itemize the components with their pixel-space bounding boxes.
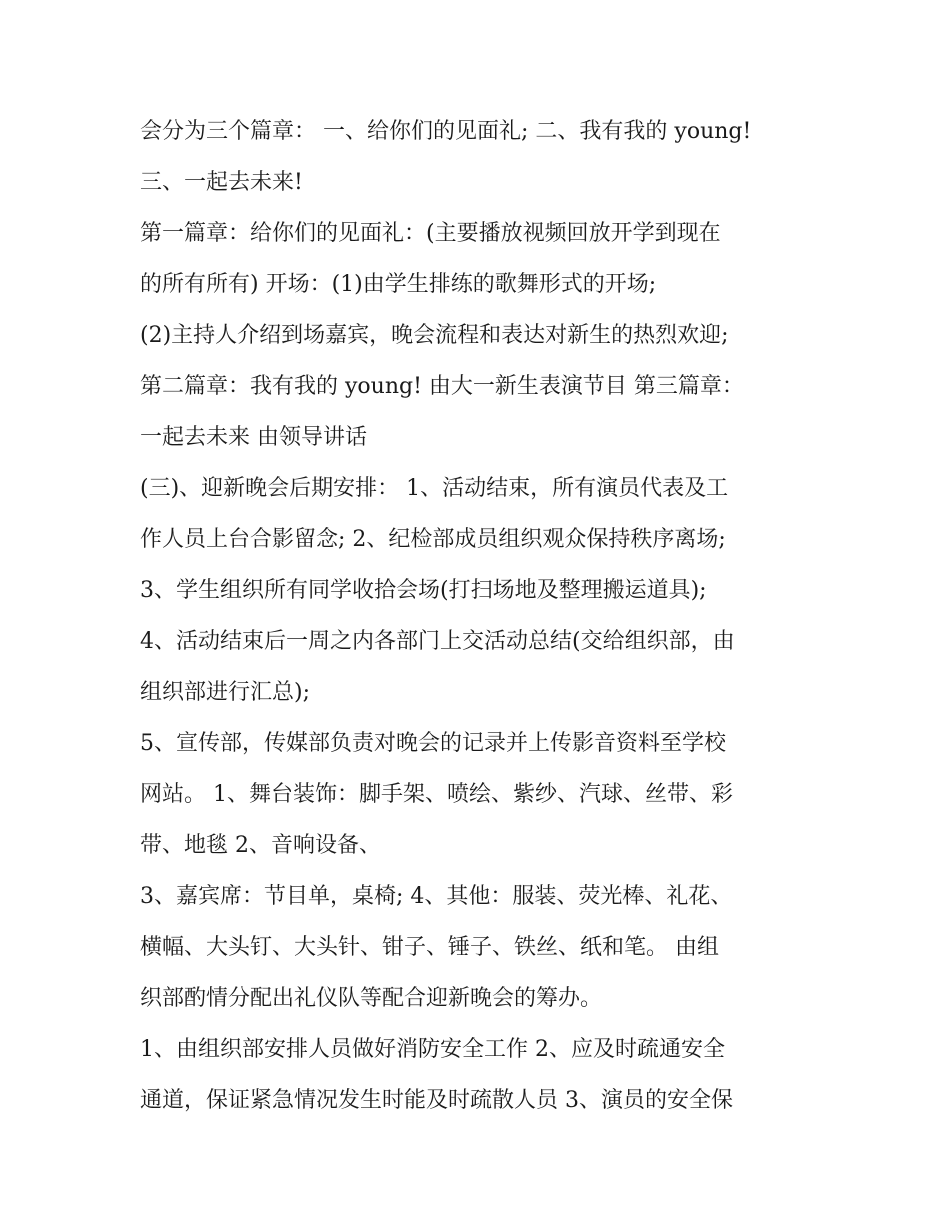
text-line: 三、一起去未来! [140, 170, 303, 195]
text-line: 5、宣传部，传媒部负责对晚会的记录并上传影音资料至学校 [140, 731, 726, 756]
text-line: (2)主持人介绍到场嘉宾，晚会流程和表达对新生的热烈欢迎; [140, 323, 729, 348]
text-line: 横幅、大头钉、大头针、钳子、锤子、铁丝、纸和笔。 由组 [140, 935, 719, 960]
text-line: 网站。 1、舞台装饰：脚手架、喷绘、紫纱、汽球、丝带、彩 [140, 782, 733, 807]
text-line: 作人员上台合影留念; 2、纪检部成员组织观众保持秩序离场; [140, 527, 726, 552]
text-line: 3、学生组织所有同学收拾会场(打扫场地及整理搬运道具); [140, 578, 707, 603]
text-line: 3、嘉宾席：节目单，桌椅; 4、其他：服装、荧光棒、礼花、 [140, 884, 733, 909]
text-line: 织部酌情分配出礼仪队等配合迎新晚会的筹办。 [140, 986, 603, 1011]
text-line: 通道，保证紧急情况发生时能及时疏散人员 3、演员的安全保 [140, 1088, 733, 1113]
text-line: 会分为三个篇章： 一、给你们的见面礼; 二、我有我的 young! [140, 119, 752, 144]
text-line: 组织部进行汇总); [140, 680, 310, 705]
text-line: 1、由组织部安排人员做好消防安全工作 2、应及时疏通安全 [140, 1037, 725, 1062]
text-line: 第二篇章：我有我的 young! 由大一新生表演节目 第三篇章： [140, 374, 744, 399]
text-line: (三)、迎新晚会后期安排： 1、活动结束，所有演员代表及工 [140, 476, 729, 501]
text-line: 带、地毯 2、音响设备、 [140, 833, 381, 858]
text-line: 4、活动结束后一周之内各部门上交活动总结(交给组织部，由 [140, 629, 735, 654]
text-line: 一起去未来 由领导讲话 [140, 425, 367, 450]
text-line: 的所有所有) 开场：(1)由学生排练的歌舞形式的开场; [140, 272, 657, 297]
text-line: 第一篇章：给你们的见面礼：(主要播放视频回放开学到现在 [140, 221, 721, 246]
